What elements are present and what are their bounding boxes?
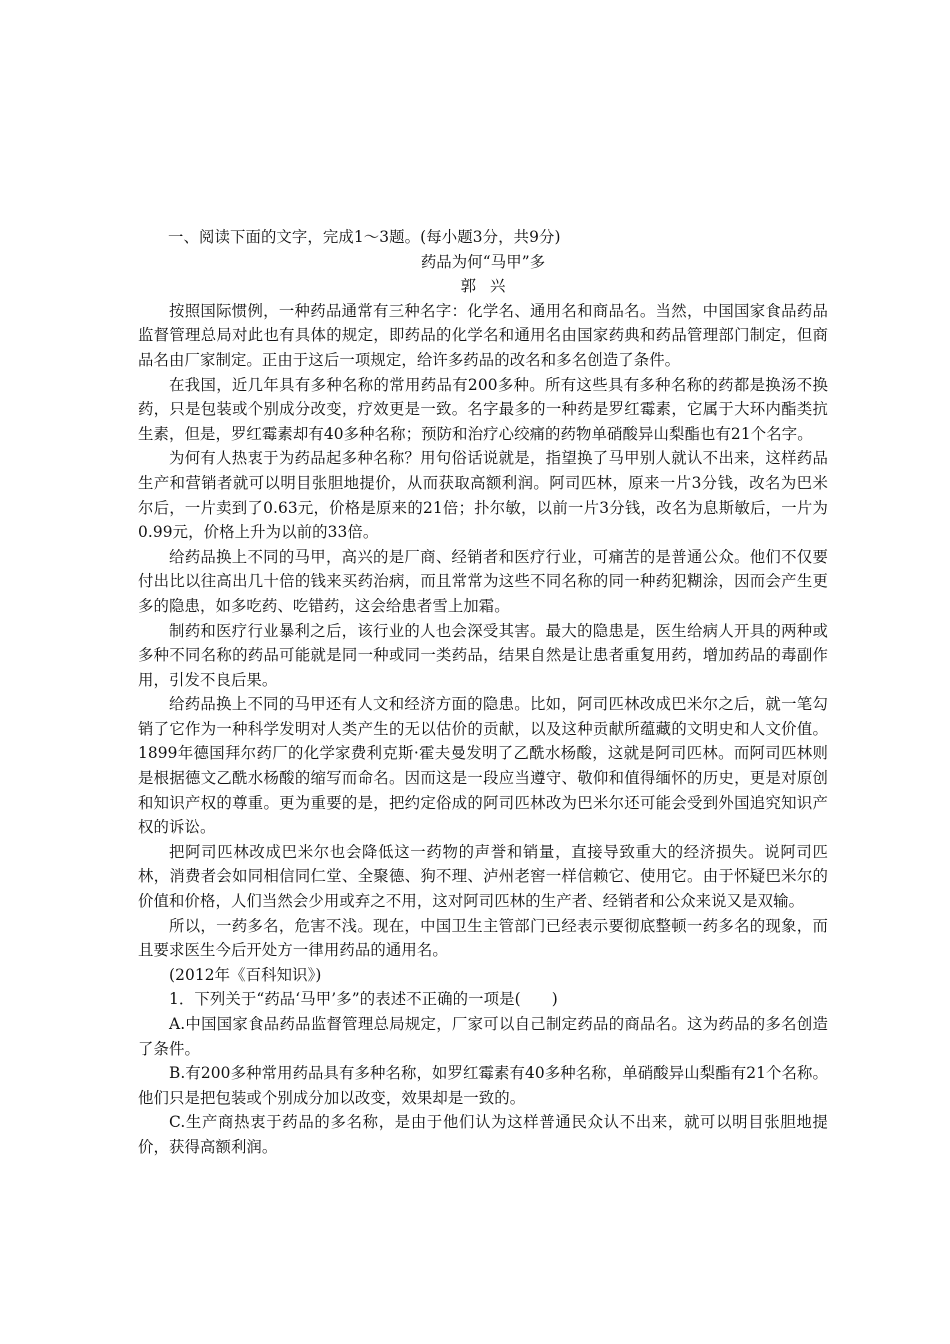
article-title: 药品为何“马甲”多: [420, 252, 546, 271]
article-source: (2012年《百科知识》): [169, 965, 322, 984]
exam-page: [138, 225, 828, 1160]
question-1-option-c: C.生产商热衷于药品的多名称，是由于他们认为这样普通民众认不出来，就可以明目张胆地提价，获得高额利润。: [138, 1113, 828, 1156]
question-1-option-b: B.有200多种常用药品具有多种名称，如罗红霉素有40多种名称，单硝酸异山梨酯有21个名称。他们只是把包装或个别成分加以改变，效果却是一致的。: [138, 1064, 828, 1107]
article-paragraph: 把阿司匹林改成巴米尔也会降低这一药物的声誉和销量，直接导致重大的经济损失。说阿司匹林，消费者会如同相信同仁堂、全聚德、狗不理、泸州老窖一样信赖它、使用它。由于怀疑巴米尔的价值和价格，人们当然会少用或弃之不用，这对阿司匹林的生产者、经销者和公众来说又是双输。: [138, 842, 828, 911]
article-paragraph: 在我国，近几年具有多种名称的常用药品有200多种。所有这些具有多种名称的药都是换汤不换药，只是包装或个别成分改变，疗效更是一致。名字最多的一种药是罗红霉素，它属于大环内酯类抗生素，但是，罗红霉素却有40多种名称；预防和治疗心绞痛的药物单硝酸异山梨酯也有21个名字。: [138, 375, 828, 443]
article-author: 郭兴: [460, 277, 520, 296]
question-1-stem: 1．下列关于“药品‘马甲’多”的表述不正确的一项是( ): [169, 990, 558, 1009]
article-paragraph: 为何有人热衷于为药品起多种名称？用句俗话说就是，指望换了马甲别人就认不出来，这样药品生产和营销者就可以明目张胆地提价，从而获取高额利润。阿司匹林，原来一片3分钱，改名为巴米尔后，一片卖到了0.63元，价格是原来的21倍；扑尔敏，以前一片3分钱，改名为息斯敏后，一片为0.99元，价格上升为以前的33倍。: [138, 449, 828, 542]
article-paragraph: 按照国际惯例，一种药品通常有三种名字：化学名、通用名和商品名。当然，中国国家食品药品监督管理总局对此也有具体的规定，即药品的化学名和通用名由国家药典和药品管理部门制定，但商品名由厂家制定。正由于这后一项规定，给许多药品的改名和多名创造了条件。: [138, 301, 828, 369]
article-paragraph: 给药品换上不同的马甲还有人文和经济方面的隐患。比如，阿司匹林改成巴米尔之后，就一笔勾销了它作为一种科学发明对人类产生的无以估价的贡献，以及这种贡献所蕴藏的文明史和人文价值。1899年德国拜尔药厂的化学家费利克斯·霍夫曼发明了乙酰水杨酸，这就是阿司匹林。而阿司匹林则是根据德文乙酰水杨酸的缩写而命名。因而这是一段应当遵守、敬仰和值得缅怀的历史，更是对原创和知识产权的尊重。更为重要的是，把约定俗成的阿司匹林改为巴米尔还可能会受到外国追究知识产权的诉讼。: [138, 695, 828, 837]
article-paragraph: 给药品换上不同的马甲，高兴的是厂商、经销者和医疗行业，可痛苦的是普通公众。他们不仅要付出比以往高出几十倍的钱来买药治病，而且常常为这些不同名称的同一种药犯糊涂，因而会产生更多的隐患，如多吃药、吃错药，这会给患者雪上加霜。: [138, 547, 828, 615]
article-paragraph: 所以，一药多名，危害不浅。现在，中国卫生主管部门已经表示要彻底整顿一药多名的现象，而且要求医生今后开处方一律用药品的通用名。: [138, 916, 828, 960]
article-paragraph: 制药和医疗行业暴利之后，该行业的人也会深受其害。最大的隐患是，医生给病人开具的两种或多种不同名称的药品可能就是同一种或同一类药品，结果自然是让患者重复用药，增加药品的毒副作用，引发不良后果。: [138, 621, 828, 689]
section-heading: 一、阅读下面的文字，完成1～3题。(每小题3分，共9分): [168, 228, 561, 246]
question-1-option-a: A.中国国家食品药品监督管理总局规定，厂家可以自己制定药品的商品名。这为药品的多名创造了条件。: [138, 1015, 828, 1058]
